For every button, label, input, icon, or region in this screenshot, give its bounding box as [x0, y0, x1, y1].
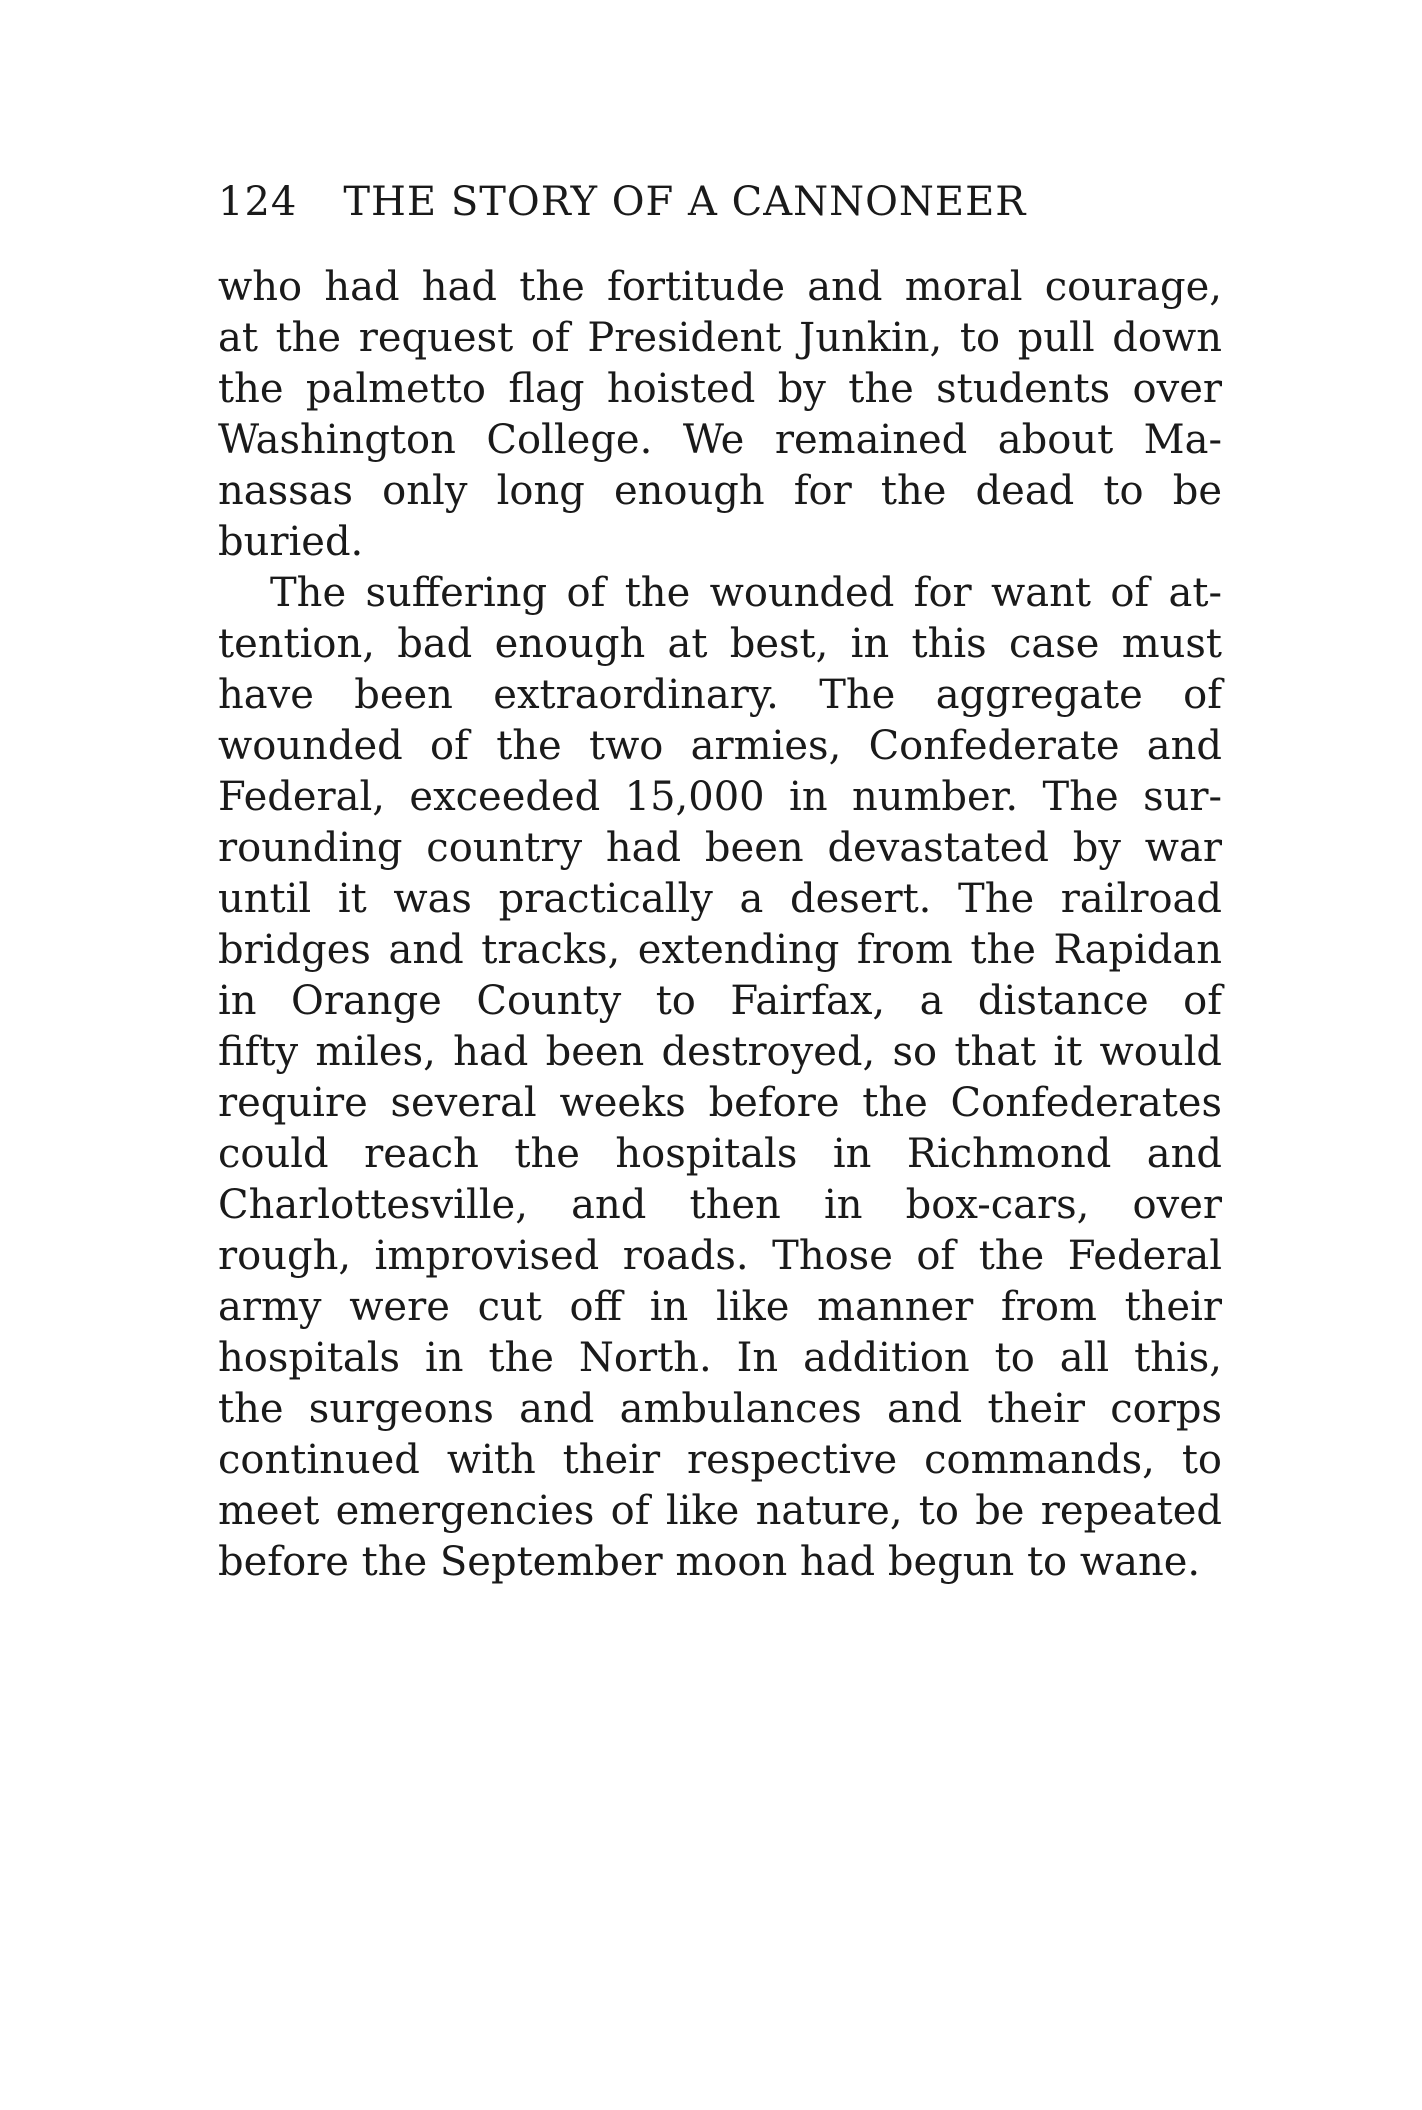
text-line: Washington College. We remained about Ma- [218, 417, 1222, 463]
text-line: the surgeons and ambulances and their corps [218, 1386, 1222, 1432]
text-line: rounding country had been devastated by war [218, 825, 1222, 871]
running-header [218, 172, 1218, 232]
text-line: nassas only long enough for the dead to be [218, 468, 1222, 514]
text-line: army were cut off in like manner from their [218, 1284, 1222, 1330]
text-line: could reach the hospitals in Richmond and [218, 1131, 1222, 1177]
text-line: require several weeks before the Confederates [218, 1080, 1222, 1126]
text-line: bridges and tracks, extending from the Rapidan [218, 927, 1222, 973]
text-line: rough, improvised roads. Those of the Federal [218, 1233, 1222, 1279]
page-number: 124 [218, 179, 298, 225]
text-line: before the September moon had begun to wane. [218, 1539, 1201, 1585]
running-title: THE STORY OF A CANNONEER [343, 179, 1027, 225]
text-line: fifty miles, had been destroyed, so that it would [218, 1029, 1222, 1075]
text-line: Charlottesville, and then in box-cars, over [218, 1182, 1222, 1228]
paragraph [218, 568, 1222, 1588]
body-text [218, 262, 1222, 1588]
text-line: tention, bad enough at best, in this case must [218, 621, 1222, 667]
text-line: The suffering of the wounded for want of at- [270, 570, 1222, 616]
text-line: at the request of President Junkin, to pull down [218, 315, 1222, 361]
paragraph [218, 262, 1222, 568]
text-line: the palmetto flag hoisted by the students over [218, 366, 1222, 412]
text-line: wounded of the two armies, Confederate and [218, 723, 1222, 769]
text-line: hospitals in the North. In addition to all this, [218, 1335, 1222, 1381]
text-line: Federal, exceeded 15,000 in number. The sur- [218, 774, 1222, 820]
text-line: in Orange County to Fairfax, a distance of [218, 978, 1222, 1024]
text-line: have been extraordinary. The aggregate of [218, 672, 1222, 718]
text-line: until it was practically a desert. The railroad [218, 876, 1222, 922]
text-line: buried. [218, 519, 364, 565]
text-line: meet emergencies of like nature, to be repeated [218, 1488, 1222, 1534]
text-line: continued with their respective commands, to [218, 1437, 1222, 1483]
text-line: who had had the fortitude and moral courage, [218, 264, 1222, 310]
